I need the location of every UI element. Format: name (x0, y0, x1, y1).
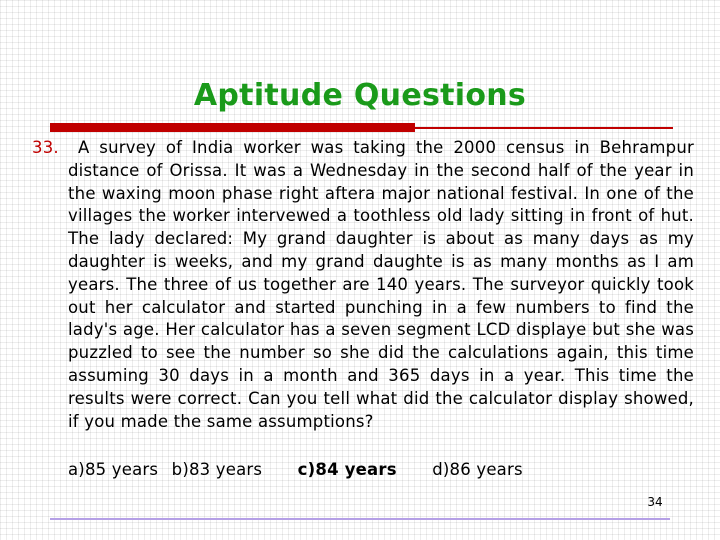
title-underline-thin (415, 127, 673, 129)
option-a: a)85 years (68, 460, 159, 479)
question-number: 33. (32, 138, 59, 157)
answer-options (68, 460, 668, 479)
slide-title: Aptitude Questions (193, 78, 527, 113)
option-c-correct: c)84 years (297, 460, 397, 479)
page-number: 34 (647, 495, 663, 509)
question-block (32, 137, 694, 433)
option-d: d)86 years (432, 460, 523, 479)
question-text: A survey of India worker was taking the 2000 census in Behrampur distance of Orissa. It was a Wednesday in the second half of the year in the waxing moon phase right aftera major national festival. In one of the villages the worker intervewed a toothless old lady sitting in front of hut. The lady declared: My grand daughter is about as many days as my daughter is weeks, and my grand daughte is as many months as I am years. The three of us together are 140 years. The surveyor quickly took out her calculator and started punching in a few numbers to find the lady's age. Her calculator has a seven segment LCD displaye but she was puzzled to see the number so she did the calculations again, this time assuming 30 days in a month and 365 days in a year. This time the results were correct. Can you tell what did the calculator display showed, if you made the same assumptions? (68, 138, 694, 431)
option-b: b)83 years (171, 460, 263, 479)
title-underline-thick (50, 123, 415, 132)
footer-rule (50, 518, 670, 520)
